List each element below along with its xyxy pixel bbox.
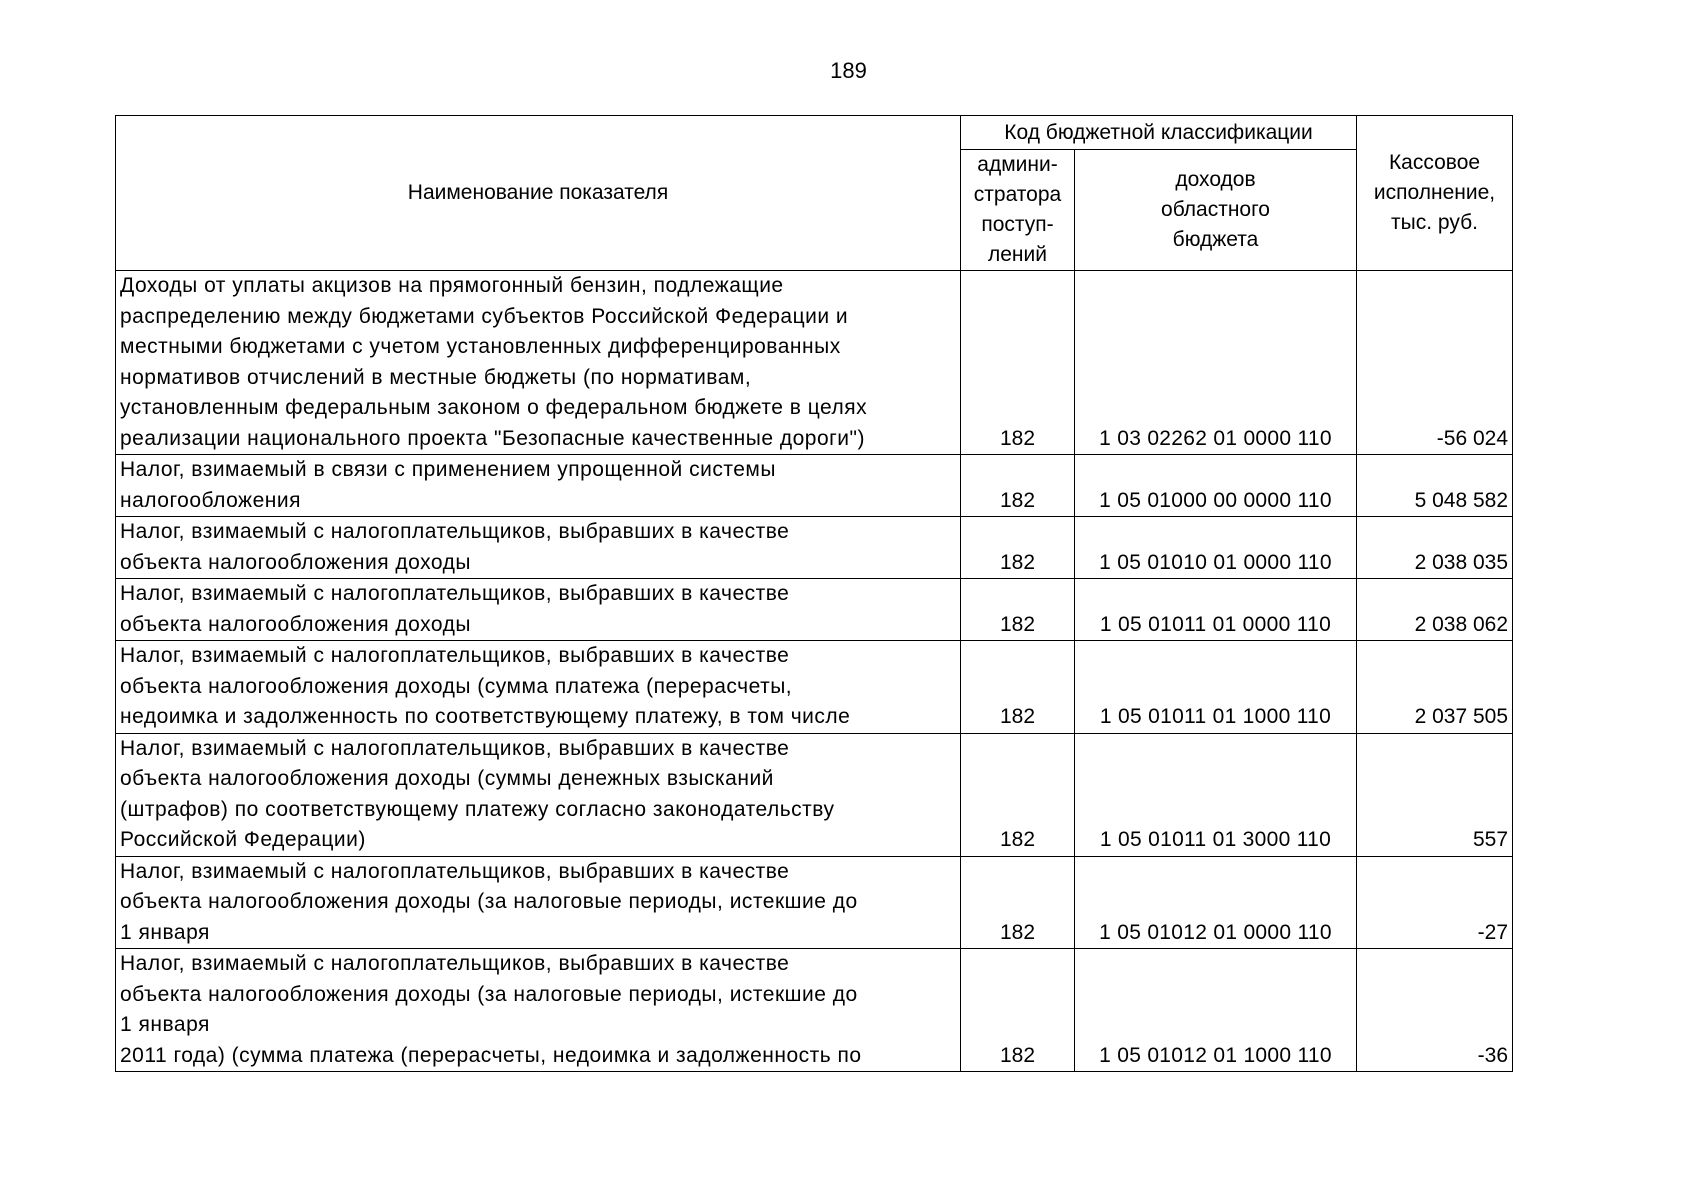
cash-execution-cell: -36 — [1357, 949, 1513, 1072]
cash-execution-cell: 2 038 062 — [1357, 579, 1513, 641]
classification-code-cell: 1 05 01010 01 0000 110 — [1075, 517, 1357, 579]
table-row — [116, 733, 1513, 856]
indicator-name-line: Налог, взимаемый с налогоплательщиков, выбравших в качестве — [120, 582, 790, 605]
administrator-code-cell: 182 — [961, 733, 1075, 856]
indicator-name-line: Налог, взимаемый с налогоплательщиков, выбравших в качестве — [120, 644, 790, 667]
indicator-name-cell — [116, 579, 961, 641]
administrator-code-cell: 182 — [961, 641, 1075, 734]
classification-code-cell: 1 05 01011 01 1000 110 — [1075, 641, 1357, 734]
indicator-name-line: Налог, взимаемый в связи с применением упрощенной системы — [120, 458, 776, 481]
indicator-name-cell — [116, 641, 961, 734]
table-row — [116, 641, 1513, 734]
indicator-name-line: установленным федеральным законом о федеральном бюджете в целях — [120, 396, 868, 419]
header-amount-line: исполнение, — [1373, 181, 1496, 204]
table-row — [116, 517, 1513, 579]
administrator-code-cell: 182 — [961, 579, 1075, 641]
indicator-name-line: реализации национального проекта "Безопасные качественные дороги") — [120, 426, 865, 450]
indicator-name-line: 1 января — [120, 920, 210, 944]
indicator-name-line: объекта налогообложения доходы (сумма платежа (перерасчеты, — [120, 674, 793, 698]
header-income-line: бюджета — [1172, 228, 1259, 251]
indicator-name-line: 2011 года) (сумма платежа (перерасчеты, недоимка и задолженность по — [120, 1043, 862, 1067]
table-body — [116, 271, 1513, 1072]
page-number: 189 — [830, 58, 867, 83]
table-row — [116, 455, 1513, 517]
indicator-name-cell — [116, 949, 961, 1072]
indicator-name-line: местными бюджетами с учетом установленных дифференцированных — [120, 335, 841, 358]
indicator-name-cell — [116, 856, 961, 949]
cash-execution-cell: -27 — [1357, 856, 1513, 949]
header-budget-classification-code: Код бюджетной классификации — [961, 116, 1357, 150]
indicator-name-cell — [116, 733, 961, 856]
administrator-code-cell: 182 — [961, 455, 1075, 517]
classification-code-cell: 1 03 02262 01 0000 110 — [1075, 271, 1357, 455]
header-row-top — [116, 116, 1513, 150]
cash-execution-cell: 557 — [1357, 733, 1513, 856]
cash-execution-cell: 2 037 505 — [1357, 641, 1513, 734]
indicator-name-line: 1 января — [120, 1013, 210, 1036]
header-admin-line: админи- — [977, 153, 1058, 176]
indicator-name-cell — [116, 271, 961, 455]
administrator-code-cell: 182 — [961, 949, 1075, 1072]
header-revenue-administrator — [961, 150, 1075, 271]
indicator-name-line: Налог, взимаемый с налогоплательщиков, выбравших в качестве — [120, 520, 790, 543]
table-row — [116, 579, 1513, 641]
classification-code-cell: 1 05 01011 01 0000 110 — [1075, 579, 1357, 641]
classification-code-cell: 1 05 01012 01 0000 110 — [1075, 856, 1357, 949]
header-income-line: областного — [1161, 198, 1270, 221]
header-admin-line: поступ- — [981, 213, 1054, 236]
indicator-name-line: (штрафов) по соответствующему платежу согласно законодательству — [120, 797, 835, 821]
indicator-name-line: Налог, взимаемый с налогоплательщиков, выбравших в качестве — [120, 859, 790, 883]
indicator-name-cell — [116, 517, 961, 579]
indicator-name-line: объекта налогообложения доходы (суммы денежных взысканий — [120, 767, 774, 790]
indicator-name-line: объекта налогообложения доходы (за налоговые периоды, истекшие до — [120, 982, 858, 1006]
indicator-name-line: недоимка и задолженность по соответствующему платежу, в том числе — [120, 705, 851, 728]
indicator-name-line: нормативов отчислений в местные бюджеты (по нормативам, — [120, 365, 752, 389]
header-indicator-name: Наименование показателя — [116, 116, 961, 271]
budget-revenue-table — [115, 115, 1513, 1072]
classification-code-cell: 1 05 01011 01 3000 110 — [1075, 733, 1357, 856]
indicator-name-line: объекта налогообложения доходы — [120, 612, 471, 636]
indicator-name-line: Доходы от уплаты акцизов на прямогонный бензин, подлежащие — [120, 274, 784, 297]
classification-code-cell: 1 05 01012 01 1000 110 — [1075, 949, 1357, 1072]
table-row — [116, 271, 1513, 455]
table-header — [116, 116, 1513, 271]
table-row — [116, 856, 1513, 949]
indicator-name-line: Налог, взимаемый с налогоплательщиков, выбравших в качестве — [120, 736, 790, 760]
administrator-code-cell: 182 — [961, 856, 1075, 949]
indicator-name-line: налогообложения — [120, 488, 301, 512]
classification-code-cell: 1 05 01000 00 0000 110 — [1075, 455, 1357, 517]
indicator-name-line: объекта налогообложения доходы (за налоговые периоды, истекшие до — [120, 890, 858, 913]
header-amount-line: Кассовое — [1388, 151, 1481, 174]
header-income-line: доходов — [1175, 168, 1256, 191]
indicator-name-line: объекта налогообложения доходы — [120, 550, 471, 574]
cash-execution-cell: -56 024 — [1357, 271, 1513, 455]
header-cash-execution — [1357, 116, 1513, 271]
indicator-name-line: Российской Федерации) — [120, 828, 366, 851]
header-amount-line: тыс. руб. — [1391, 211, 1478, 234]
table-row — [116, 949, 1513, 1072]
header-admin-line: стратора — [973, 183, 1062, 206]
header-regional-budget-income — [1075, 150, 1357, 271]
header-admin-line: лений — [988, 243, 1047, 266]
cash-execution-cell: 5 048 582 — [1357, 455, 1513, 517]
cash-execution-cell: 2 038 035 — [1357, 517, 1513, 579]
administrator-code-cell: 182 — [961, 271, 1075, 455]
administrator-code-cell: 182 — [961, 517, 1075, 579]
indicator-name-line: распределению между бюджетами субъектов Российской Федерации и — [120, 304, 849, 328]
indicator-name-line: Налог, взимаемый с налогоплательщиков, выбравших в качестве — [120, 952, 790, 975]
indicator-name-cell — [116, 455, 961, 517]
